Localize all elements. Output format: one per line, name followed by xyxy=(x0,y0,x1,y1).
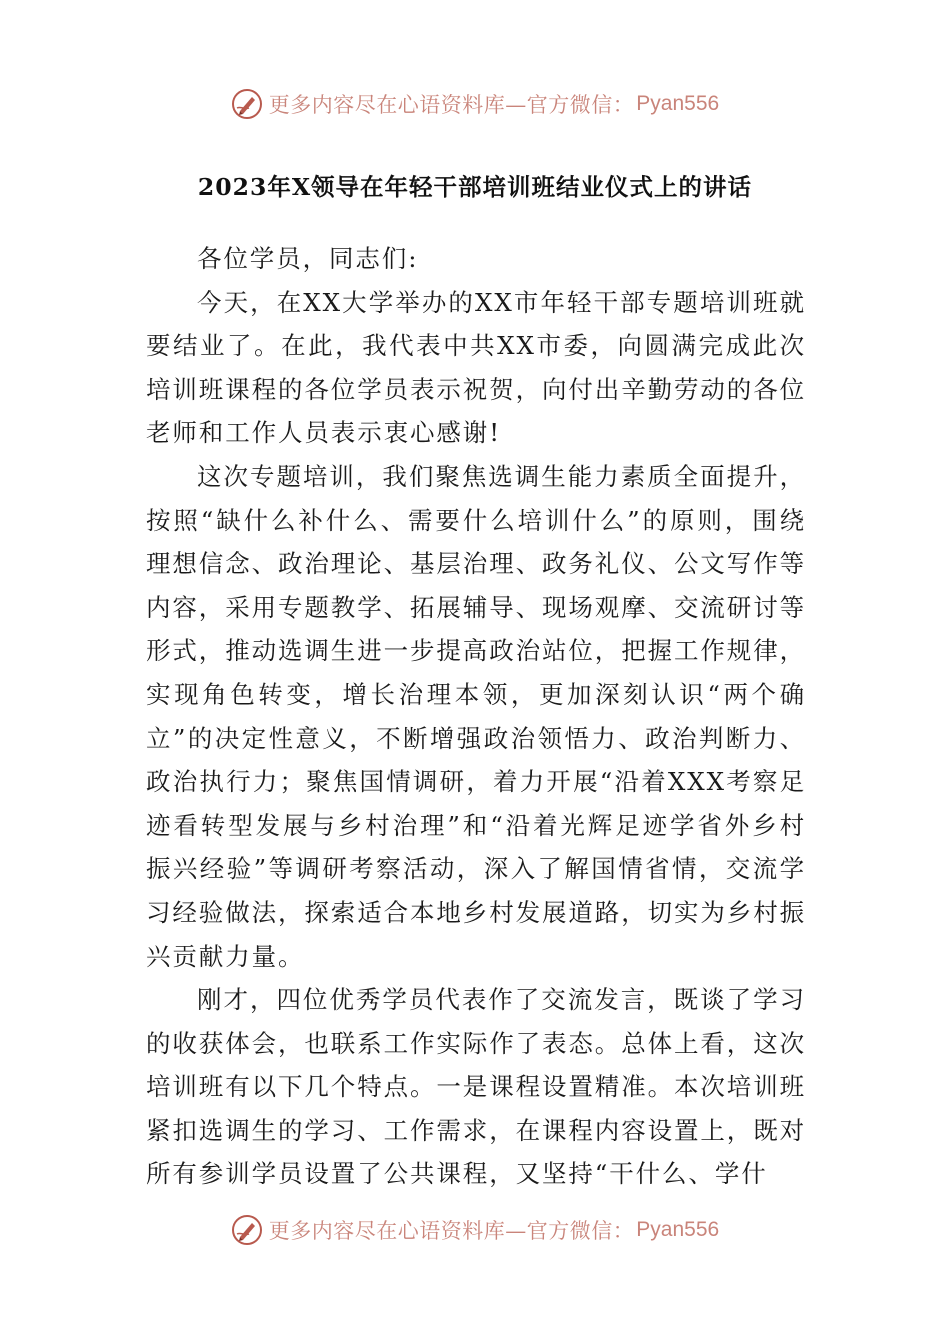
document-title: 2023年X领导在年轻干部培训班结业仪式上的讲话 xyxy=(197,173,753,201)
greeting-line: 各位学员，同志们: xyxy=(197,244,419,273)
watermark-text: 更多内容尽在心语资料库—官方微信： xyxy=(268,1219,635,1243)
pen-logo-icon xyxy=(231,1214,263,1246)
paragraph: 今天，在XX大学举办的XX市年轻干部专题培训班就要结业了。在此，我代表中共XX市委，向圆满完成此次培训班课程的各位学员表示祝贺，向付出辛勤劳动的各位老师和工作人员表示衷心感谢! xyxy=(146,287,806,448)
paragraph: 这次专题培训，我们聚焦选调生能力素质全面提升，按照“缺什么补什么、需要什么培训什么”的原则，围绕理想信念、政治理论、基层治理、政务礼仪、公文写作等内容，采用专题教学、拓展辅导、现场观摩、交流研讨等形式，推动选调生进一步提高政治站位，把握工作规律，实现角色转变，增长治理本领，更加深刻认识“两个确立”的决定性意义，不断增强政治领悟力、政治判断力、政治执行力；聚焦国情调研，着力开展“沿着XXX考察足迹看转型发展与乡村治理”和“沿着光辉足迹学省外乡村振兴经验”等调研考察活动，深入了解国情省情，交流学习经验做法，探索适合本地乡村发展道路，切实为乡村振兴贡献力量。 xyxy=(146,461,806,971)
header-watermark xyxy=(0,86,950,122)
pen-logo-icon xyxy=(231,88,263,120)
paragraph: 刚才，四位优秀学员代表作了交流发言，既谈了学习的收获体会，也联系工作实际作了表态。总体上看，这次培训班有以下几个特点。一是课程设置精准。本次培训班紧扣选调生的学习、工作需求，在课程内容设置上，既对所有参训学员设置了公共课程，又坚持“干什么、学什 xyxy=(146,985,806,1189)
watermark-wechat-id: Pyan556 xyxy=(636,1218,720,1241)
document-body xyxy=(146,237,806,1196)
watermark-wechat-id: Pyan556 xyxy=(636,92,720,115)
watermark-text: 更多内容尽在心语资料库—官方微信： xyxy=(268,93,635,117)
footer-watermark xyxy=(0,1212,950,1248)
